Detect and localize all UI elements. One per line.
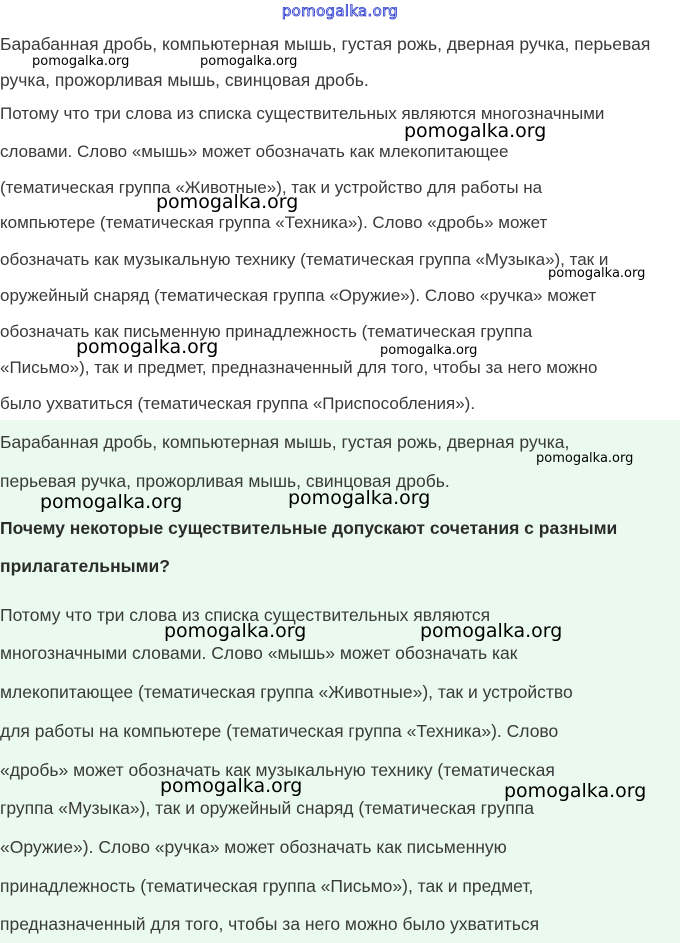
watermark: pomogalka.org: [164, 620, 307, 642]
text-line: многозначными словами. Слово «мышь» может обозначать как: [0, 643, 518, 663]
text-line: перьевая ручка, прожорливая мышь, свинцовая дробь.: [0, 471, 450, 491]
watermark: pomogalka.org: [288, 487, 431, 509]
text-line: «Оружие»). Слово «ручка» может обозначать как письменную: [0, 837, 507, 857]
watermark: pomogalka.org: [380, 343, 478, 358]
watermark: pomogalka.org: [548, 266, 646, 281]
watermark: pomogalka.org: [504, 780, 647, 802]
text-line: «Письмо»), так и предмет, предназначенный для того, чтобы за него можно: [0, 358, 598, 377]
watermark: pomogalka.org: [160, 775, 303, 797]
watermark: pomogalka.org: [156, 191, 299, 213]
watermark: pomogalka.org: [420, 620, 563, 642]
text-line: обозначать как письменную принадлежность (тематическая группа: [0, 322, 533, 341]
text-line: было ухватиться (тематическая группа «Приспособления»).: [0, 394, 476, 413]
watermark: pomogalka.org: [200, 54, 298, 69]
text-line: Потому что три слова из списка существительных являются: [0, 605, 491, 625]
text-line: словами. Слово «мышь» может обозначать как млекопитающее: [0, 142, 509, 161]
text-line: Почему некоторые существительные допускают сочетания с разными: [0, 518, 618, 538]
text-line: Барабанная дробь, компьютерная мышь, густая рожь, дверная ручка, перьевая: [0, 34, 651, 54]
watermark: pomogalka.org: [404, 120, 547, 142]
text-line: прилагательными?: [0, 556, 170, 576]
text-line: группа «Музыка»), так и оружейный снаряд (тематическая группа: [0, 798, 534, 818]
text-line: компьютере (тематическая группа «Техника»). Слово «дробь» может: [0, 213, 548, 232]
text-line: Барабанная дробь, компьютерная мышь, густая рожь, дверная ручка,: [0, 432, 570, 452]
text-line: (тематическая группа «Животные»), так и устройство для работы на: [0, 178, 543, 197]
text-line: для работы на компьютере (тематическая группа «Техника»). Слово: [0, 721, 559, 741]
watermark: pomogalka.org: [40, 491, 183, 513]
text-line: оружейный снаряд (тематическая группа «Оружие»). Слово «ручка» может: [0, 286, 597, 305]
watermark: pomogalka.org: [32, 54, 130, 69]
text-line: предназначенный для того, чтобы за него можно было ухватиться: [0, 914, 540, 934]
text-line: Потому что три слова из списка существительных являются многозначными: [0, 104, 605, 123]
text-line: обозначать как музыкальную технику (тематическая группа «Музыка»), так и: [0, 250, 609, 269]
text-line: принадлежность (тематическая группа «Письмо»), так и предмет,: [0, 876, 534, 896]
text-line: ручка, прожорливая мышь, свинцовая дробь.: [0, 70, 369, 90]
site-watermark-top: pomogalka.org: [281, 2, 399, 20]
watermark: pomogalka.org: [76, 336, 219, 358]
text-line: млекопитающее (тематическая группа «Животные»), так и устройство: [0, 682, 573, 702]
watermark: pomogalka.org: [536, 451, 634, 466]
text-line: «дробь» может обозначать как музыкальную технику (тематическая: [0, 760, 555, 780]
